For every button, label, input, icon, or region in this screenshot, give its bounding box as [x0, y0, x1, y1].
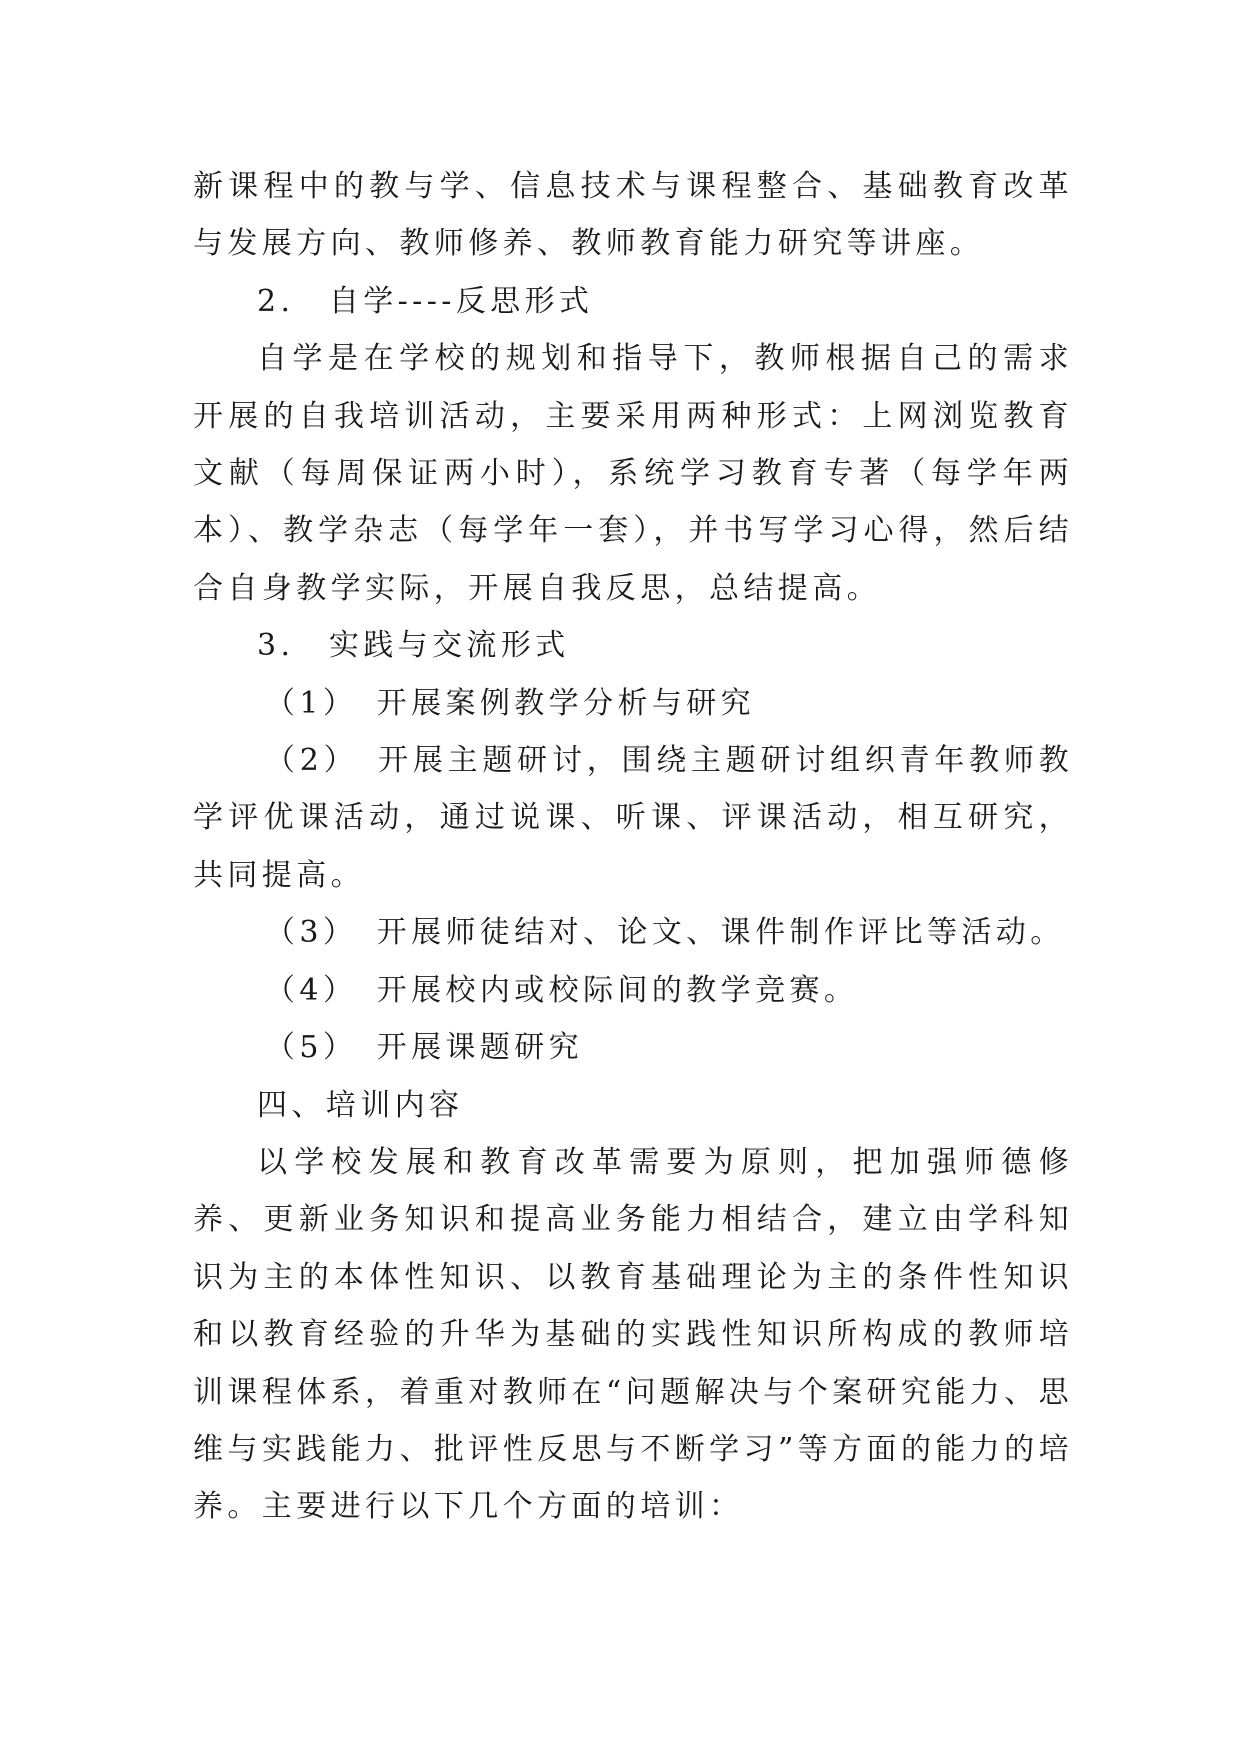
list-item-competition: （4） 开展校内或校际间的教学竞赛。 [265, 972, 859, 1008]
heading-training-content: 四、培训内容 [257, 1087, 464, 1123]
list-item-theme-discussion: （2） 开展主题研讨，围绕主题研讨组织青年教师教学评优课活动，通过说课、听课、评课活动，相互研究，共同提高。 [193, 743, 1073, 893]
paragraph-training-content: 以学校发展和教育改革需要为原则，把加强师德修养、更新业务知识和提高业务能力相结合，建立由学科知识为主的本体性知识、以教育基础理论为主的条件性知识和以教育经验的升华为基础的实践性知识所构成的教师培训课程体系，着重对教师在“问题解决与个案研究能力、思维与实践能力、批评性反思与不断学习”等方面的能力的培养。主要进行以下几个方面的培训： [193, 1144, 1073, 1525]
paragraph-self-study: 自学是在学校的规划和指导下，教师根据自己的需求开展的自我培训活动，主要采用两种形式：上网浏览教育文献（每周保证两小时），系统学习教育专著（每学年两本）、教学杂志（每学年一套），并书写学习心得，然后结合自身教学实际，开展自我反思，总结提高。 [193, 341, 1073, 606]
list-item-mentoring: （3） 开展师徒结对、论文、课件制作评比等活动。 [265, 915, 1065, 951]
heading-self-study: 2. 自学----反思形式 [257, 283, 594, 319]
list-item-case-study: （1） 开展案例教学分析与研究 [265, 685, 756, 721]
list-item-research: （5） 开展课题研究 [265, 1030, 584, 1066]
paragraph-lecture-topics: 新课程中的教与学、信息技术与课程整合、基础教育改革与发展方向、教师修养、教师教育能力研究等讲座。 [193, 169, 1073, 262]
document-body [193, 158, 1073, 1536]
heading-practice-exchange: 3. 实践与交流形式 [257, 628, 570, 664]
